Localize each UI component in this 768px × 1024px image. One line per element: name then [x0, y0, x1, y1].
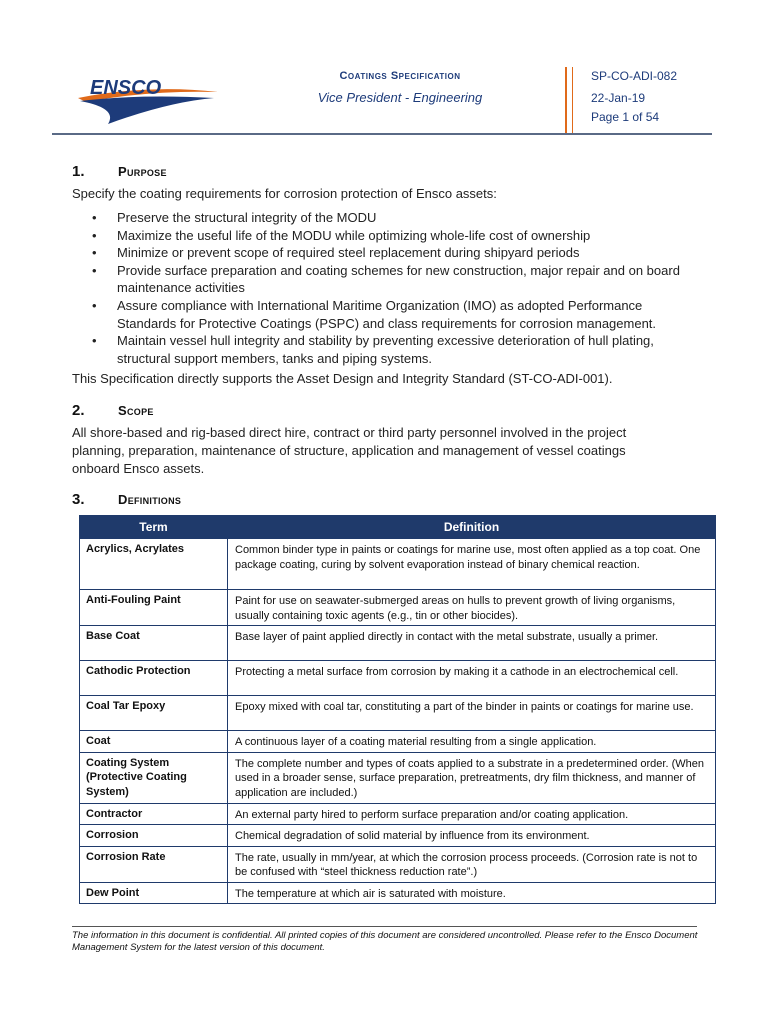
list-item: • Minimize or prevent scope of required steel replacement during shipyard periods [92, 245, 580, 261]
section-3-number: 3. [72, 491, 85, 508]
term-cell: Coal Tar Epoxy [80, 696, 228, 731]
table-row [80, 752, 716, 803]
definition-cell: Protecting a metal surface from corrosion by making it a cathode in an electrochemical cell. [228, 661, 716, 696]
section-2-title: Scope [118, 403, 154, 418]
term-cell: Coating System (Protective Coating System) [80, 752, 228, 803]
term-cell: Corrosion Rate [80, 846, 228, 882]
section-1-title: Purpose [118, 164, 167, 179]
scope-text: All shore-based and rig-based direct hire, contract or third party personnel involved in the project planning, preparation, maintenance of structure, application and management of vessel coatings onboard Ensco assets. [72, 425, 627, 476]
bullet-icon: • [92, 210, 97, 225]
definition-cell: A continuous layer of a coating material resulting from a single application. [228, 731, 716, 753]
bullet-icon: • [92, 297, 97, 313]
logo-swoosh-icon [78, 72, 218, 128]
bullet-icon: • [92, 227, 97, 243]
definition-cell: Common binder type in paints or coatings for marine use, most often applied as a top coat. One package coating, curing by solvent evaporation instead of binary chemical reaction. [228, 539, 716, 590]
table-row [80, 539, 716, 590]
column-header-term: Term [80, 516, 228, 539]
term-cell: Corrosion [80, 825, 228, 847]
term-cell: Anti-Fouling Paint [80, 590, 228, 626]
definition-cell: Epoxy mixed with coal tar, constituting a part of the binder in paints or coatings for marine use. [228, 696, 716, 731]
bullet-icon: • [92, 245, 97, 261]
page-indicator: Page 1 of 54 [591, 110, 660, 124]
definition-cell: The temperature at which air is saturated with moisture. [228, 882, 716, 904]
definition-cell: Paint for use on seawater-submerged areas on hulls to prevent growth of living organisms, usually containing toxic agents (e.g., tin or other biocides). [228, 590, 716, 626]
document-number: SP-CO-ADI-082 [591, 69, 678, 83]
list-item: • Assure compliance with International Maritime Organization (IMO) as adopted Performance Standards for Protective Coatings (PSPC) and class requirements for corrosion management. [92, 297, 657, 331]
section-2-number: 2. [72, 402, 85, 419]
definition-cell: The rate, usually in mm/year, at which the corrosion process proceeds. (Corrosion rate is not to be confused with “steel thickness reduction rate”.) [228, 846, 716, 882]
term-cell: Dew Point [80, 882, 228, 904]
table-row [80, 803, 716, 825]
table-row [80, 590, 716, 626]
header-divider-thin [572, 67, 573, 134]
definition-cell: The complete number and types of coats applied to a substrate in a predetermined order. (When used in a broader sense, surface preparation, pretreatments, dry film thickness, and manner of application are included.) [228, 752, 716, 803]
section-1-number: 1. [72, 163, 85, 180]
table-row [80, 846, 716, 882]
document-title: Coatings Specification [339, 70, 461, 82]
table-row [80, 661, 716, 696]
purpose-closing: This Specification directly supports the Asset Design and Integrity Standard (ST-CO-ADI-001). [72, 371, 613, 386]
list-item: • Provide surface preparation and coating schemes for new construction, major repair and on board maintenance activities [92, 262, 680, 296]
table-row [80, 825, 716, 847]
table-row [80, 696, 716, 731]
term-cell: Contractor [80, 803, 228, 825]
bullet-icon: • [92, 262, 97, 278]
list-item: • Maximize the useful life of the MODU while optimizing whole-life cost of ownership [92, 227, 591, 243]
ensco-logo [78, 72, 218, 128]
document-subtitle: Vice President - Engineering [317, 90, 483, 105]
term-cell: Coat [80, 731, 228, 753]
bullet-icon: • [92, 333, 97, 349]
section-3-title: Definitions [118, 492, 182, 507]
table-row [80, 882, 716, 904]
term-cell: Cathodic Protection [80, 661, 228, 696]
table-row [80, 626, 716, 661]
document-date: 22-Jan-19 [591, 91, 646, 105]
purpose-bullet-list [72, 209, 702, 367]
definition-cell: An external party hired to perform surface preparation and/or coating application. [228, 803, 716, 825]
term-cell: Base Coat [80, 626, 228, 661]
list-item: • Maintain vessel hull integrity and stability by preventing excessive deterioration of hull plating, structural support members, tanks and piping systems. [92, 333, 654, 366]
definition-cell: Base layer of paint applied directly in contact with the metal substrate, usually a primer. [228, 626, 716, 661]
header-rule [52, 133, 712, 135]
table-row [80, 731, 716, 753]
definition-cell: Chemical degradation of solid material by influence from its environment. [228, 825, 716, 847]
svg-text:ENSCO: ENSCO [90, 77, 162, 99]
term-cell: Acrylics, Acrylates [80, 539, 228, 590]
definitions-table [79, 515, 716, 904]
list-item: • Preserve the structural integrity of the MODU [92, 210, 377, 225]
purpose-intro: Specify the coating requirements for corrosion protection of Ensco assets: [72, 186, 497, 201]
header-divider [565, 67, 567, 134]
footer-rule [72, 926, 697, 927]
confidentiality-notice: The information in this document is confidential. All printed copies of this document are considered uncontrolled. Please refer to the Ensco Document Management System for the latest version of this document. [72, 930, 698, 953]
table-header-row [80, 516, 716, 539]
column-header-definition: Definition [228, 516, 716, 539]
